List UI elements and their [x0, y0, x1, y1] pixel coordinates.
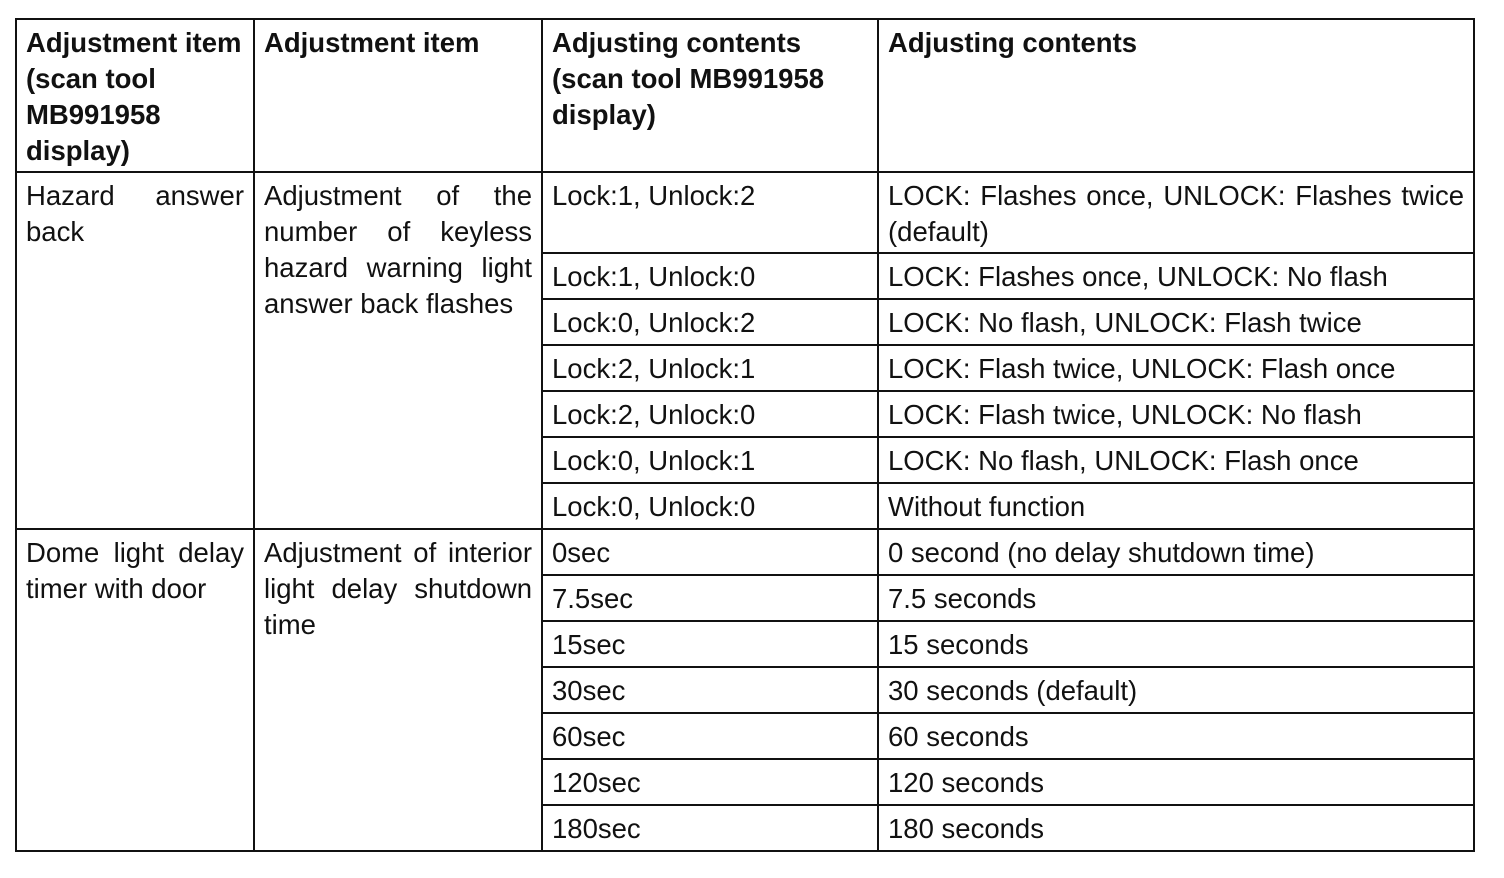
row-contents: Without function	[878, 483, 1474, 529]
row-display: Lock:1, Unlock:2	[542, 172, 878, 253]
row-contents: LOCK: No flash, UNLOCK: Flash twice	[878, 299, 1474, 345]
row-contents: 120 seconds	[878, 759, 1474, 805]
row-contents: 7.5 seconds	[878, 575, 1474, 621]
row-display: Lock:0, Unlock:0	[542, 483, 878, 529]
row-display: Lock:1, Unlock:0	[542, 253, 878, 299]
row-display: Lock:2, Unlock:1	[542, 345, 878, 391]
row-contents: 30 seconds (default)	[878, 667, 1474, 713]
row-display: Lock:2, Unlock:0	[542, 391, 878, 437]
row-display: 15sec	[542, 621, 878, 667]
row-contents: 60 seconds	[878, 713, 1474, 759]
row-contents: LOCK: No flash, UNLOCK: Flash once	[878, 437, 1474, 483]
row-display: Lock:0, Unlock:1	[542, 437, 878, 483]
table-row	[16, 529, 1474, 575]
adjustment-table	[15, 18, 1475, 852]
row-display: 120sec	[542, 759, 878, 805]
row-contents: LOCK: Flash twice, UNLOCK: No flash	[878, 391, 1474, 437]
group-item: Adjustment of interior light delay shutdown time	[254, 529, 542, 851]
table-row	[16, 172, 1474, 253]
row-contents: LOCK: Flashes once, UNLOCK: No flash	[878, 253, 1474, 299]
row-display: 0sec	[542, 529, 878, 575]
row-contents: 180 seconds	[878, 805, 1474, 851]
header-contents-display: Adjusting contents (scan tool MB991958 display)	[542, 19, 878, 172]
header-row	[16, 19, 1474, 172]
row-contents: LOCK: Flashes once, UNLOCK: Flashes twice (default)	[878, 172, 1474, 253]
row-display: 60sec	[542, 713, 878, 759]
row-display: 180sec	[542, 805, 878, 851]
header-contents: Adjusting contents	[878, 19, 1474, 172]
row-display: 7.5sec	[542, 575, 878, 621]
row-contents: LOCK: Flash twice, UNLOCK: Flash once	[878, 345, 1474, 391]
group-item-display: Dome light delay timer with door	[16, 529, 254, 851]
group-item-display: Hazard answer back	[16, 172, 254, 529]
header-item: Adjustment item	[254, 19, 542, 172]
row-display: Lock:0, Unlock:2	[542, 299, 878, 345]
row-contents: 0 second (no delay shutdown time)	[878, 529, 1474, 575]
row-contents: 15 seconds	[878, 621, 1474, 667]
header-item-display: Adjustment item (scan tool MB991958 display)	[16, 19, 254, 172]
group-item: Adjustment of the number of keyless hazard warning light answer back flashes	[254, 172, 542, 529]
row-display: 30sec	[542, 667, 878, 713]
